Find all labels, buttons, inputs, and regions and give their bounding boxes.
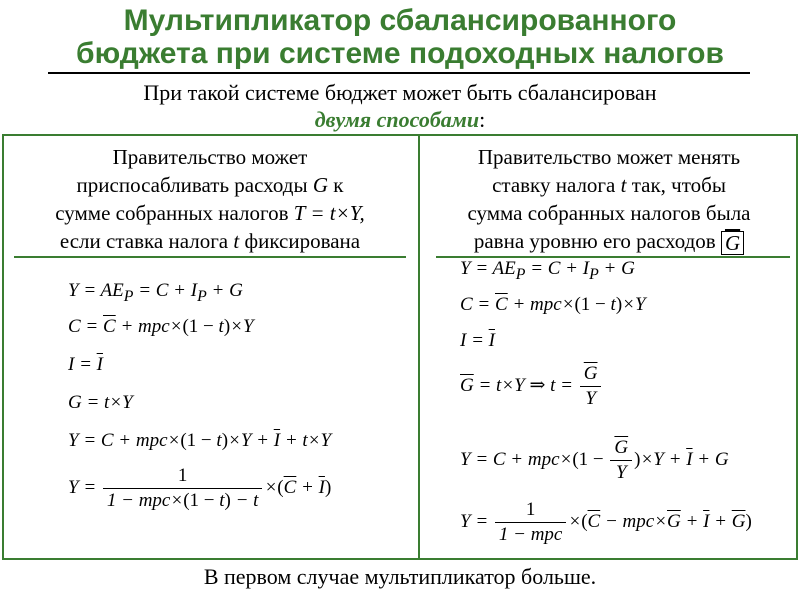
formula-right-2: $C = \overline{C} + mpc\times(1 - t)\times Y$ — [460, 294, 646, 315]
left-heading-line-1: Правительство может — [112, 145, 308, 169]
left-heading-text: фиксирована — [239, 229, 361, 253]
left-heading-text: сумме собранных налогов — [55, 201, 294, 225]
formula-left-2: $C = \overline{C} + mpc\times(1 - t)\times Y$ — [68, 316, 254, 337]
right-heading-text: ставку налога — [492, 173, 621, 197]
symbol-t: t — [620, 173, 627, 197]
left-heading-underline — [14, 256, 406, 258]
symbol-t: t — [233, 229, 240, 253]
right-heading-line-4 — [424, 227, 794, 255]
intro-text — [0, 79, 800, 133]
formula-right-5: Y = C + mpc×(1 − $\frac{\overline{G}}{Y}$ )$\times Y + \overline{I} + G$ — [460, 437, 729, 483]
symbol-g-bar: $\overline{G}$ — [721, 231, 744, 255]
right-heading-line-3: сумма собранных налогов была — [467, 201, 751, 225]
formula-right-4: $\overline{G} = t\times Y$ ⇒ t = $\frac{\overline{G}}{Y}$ — [460, 362, 603, 411]
title-line-2: бюджета при системе подоходных налогов — [76, 37, 724, 70]
left-heading-line-3 — [6, 199, 414, 227]
left-heading-line-4 — [6, 227, 414, 255]
formula-right-1: $Y = AE_P = C + I_P + G$ — [460, 258, 635, 283]
formula-right-6: Y = $\frac{1}{\text{1 − mpc}}$ $\times(\overline{C} - mpc\times\overline{G} + \overline{I} + \overline{G})$ — [460, 499, 752, 545]
title-line-1: Мультипликатор сбалансированного — [123, 4, 677, 37]
formula-left-4: G = t×Y — [68, 392, 133, 413]
right-formulas — [460, 258, 790, 550]
left-column-heading — [6, 143, 414, 255]
formula-left-6: Y = $\frac{1}{\text{1 − mpc×(1 − t) − t}}$ $\times(\overline{C} + \overline{I})$ — [68, 465, 332, 511]
symbol-g: G — [312, 173, 328, 197]
left-heading-text: приспосабливать расходы — [76, 173, 313, 197]
formula-left-5: $Y = C + mpc\times(1 - t)\times Y + \overline{I} + t\times Y$ — [68, 430, 332, 451]
left-formulas — [68, 280, 408, 530]
slide-title — [0, 4, 800, 70]
left-heading-text: если ставка налога — [59, 229, 234, 253]
tax-formula: T = t×Y, — [293, 201, 365, 225]
intro-tail: : — [479, 107, 486, 132]
right-heading-text: так, чтобы — [626, 173, 726, 197]
right-column-heading — [424, 143, 794, 255]
right-heading-line-1: Правительство может менять — [477, 145, 741, 169]
intro-emphasis-line — [0, 106, 800, 133]
formula-left-1: $Y = AE_P = C + I_P + G$ — [68, 280, 243, 305]
intro-line: При такой системе бюджет может быть сбалансирован — [143, 80, 657, 105]
title-underline — [48, 72, 750, 74]
formula-right-3: $I = \overline{I}$ — [460, 330, 495, 351]
conclusion-text: В первом случае мультипликатор больше. — [203, 564, 597, 589]
right-heading-line-2 — [424, 171, 794, 199]
left-heading-line-2 — [6, 171, 414, 199]
intro-emphasis: двумя способами — [314, 107, 480, 132]
right-heading-text: равна уровню его расходов — [473, 229, 716, 253]
formula-left-3: $I = \overline{I}$ — [68, 354, 103, 375]
column-divider — [418, 134, 420, 560]
left-heading-text: к — [327, 173, 344, 197]
